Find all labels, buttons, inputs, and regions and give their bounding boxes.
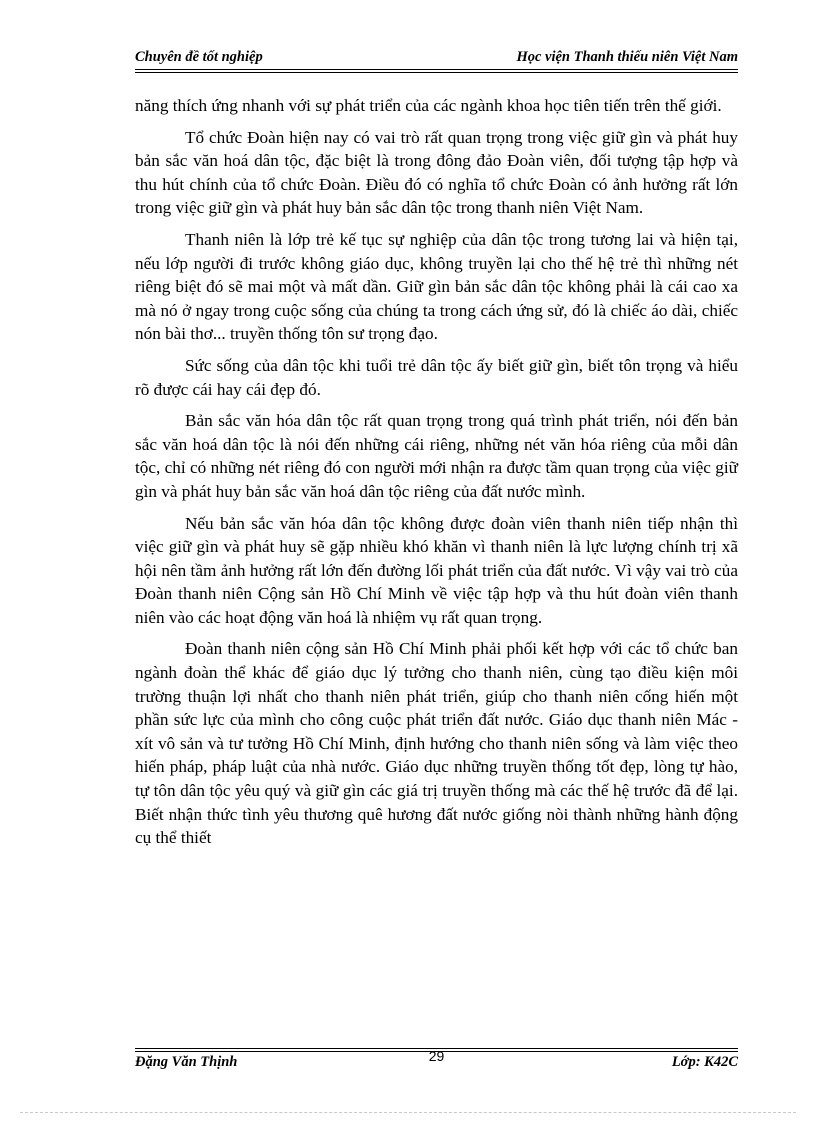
header-document-type: Chuyên đề tốt nghiệp [135,49,263,65]
page-number: 29 [428,1048,445,1064]
page-edge-marker [20,1112,796,1113]
page-footer [135,1048,738,1074]
paragraph: Nếu bản sắc văn hóa dân tộc không được đoàn viên thanh niên tiếp nhận thì việc giữ gìn và phát huy sẽ gặp nhiều khó khăn vì thanh niên là lực lượng chính trị xã hội nên tầm ảnh hưởng rất lớn đến đường lối phát triển của đất nước. Vì vậy vai trò của Đoàn thanh niên Cộng sản Hồ Chí Minh về việc tập hợp và thu hút đoàn viên thanh niên vào các hoạt động văn hoá là nhiệm vụ rất quan trọng. [135,513,738,627]
body-text [135,94,738,858]
paragraph: Sức sống của dân tộc khi tuổi trẻ dân tộc ấy biết giữ gìn, biết tôn trọng và hiểu rõ được cái hay cái đẹp đó. [135,355,738,399]
paragraph: Đoàn thanh niên cộng sản Hồ Chí Minh phải phối kết hợp với các tổ chức ban ngành đoàn thể khác để giáo dục lý tưởng cho thanh niên, cùng tạo điều kiện môi trường thuận lợi nhất cho thanh niên phát triển, giúp cho thanh niên cống hiến một phần sức lực của mình cho công cuộc phát triển đất nước. Giáo dục thanh niên Mác - xít vô sản và tư tưởng Hồ Chí Minh, định hướng cho thanh niên sống và làm việc theo hiến pháp, pháp luật của nhà nước. Giáo dục những truyền thống tốt đẹp, lòng tự hào, tự tôn dân tộc yêu quý và giữ gìn các giá trị truyền thống mà các thế hệ trước đã để lại. Biết nhận thức tình yêu thương quê hương đất nước giống nòi thành những hành động cụ thể thiết [135,639,738,848]
footer-class: Lớp: K42C [671,1054,738,1070]
paragraph: Tổ chức Đoàn hiện nay có vai trò rất quan trọng trong việc giữ gìn và phát huy bản sắc văn hoá dân tộc, đặc biệt là trong đông đảo Đoàn viên, đối tượng tập hợp và thu hút chính của tổ chức Đoàn. Điều đó có nghĩa tổ chức Đoàn có ảnh hưởng rất lớn trong việc giữ gìn và phát huy bản sắc dân tộc trong thanh niên Việt Nam. [135,127,738,218]
footer-author: Đặng Văn Thịnh [135,1054,238,1070]
page-header [135,47,738,69]
paragraph: Thanh niên là lớp trẻ kế tục sự nghiệp của dân tộc trong tương lai và hiện tại, nếu lớp người đi trước không giáo dục, không truyền lại cho thế hệ trẻ thì những nét riêng biệt đó sẽ mai một và mất dần. Giữ gìn bản sắc dân tộc không phải là cái cao xa mà nó ở ngay trong cuộc sống của chúng ta trong cách ứng sử, đó là chiếc áo dài, chiếc nón bài thơ... truyền thống tôn sư trọng đạo. [135,229,738,344]
paragraph: Bản sắc văn hóa dân tộc rất quan trọng trong quá trình phát triển, nói đến bản sắc văn hoá dân tộc là nói đến những cái riêng, những nét văn hóa riêng của mỗi dân tộc, chỉ có những nét riêng đó con người mới nhận ra được tầm quan trọng của việc giữ gìn và phát huy bản sắc văn hoá dân tộc riêng của đất nước mình. [135,411,738,501]
header-divider [135,69,738,70]
header-institution: Học viện Thanh thiếu niên Việt Nam [516,49,738,65]
paragraph-continuation: năng thích ứng nhanh với sự phát triển của các ngành khoa học tiên tiến trên thế giới. [135,96,722,115]
header-divider-thin [135,72,738,73]
